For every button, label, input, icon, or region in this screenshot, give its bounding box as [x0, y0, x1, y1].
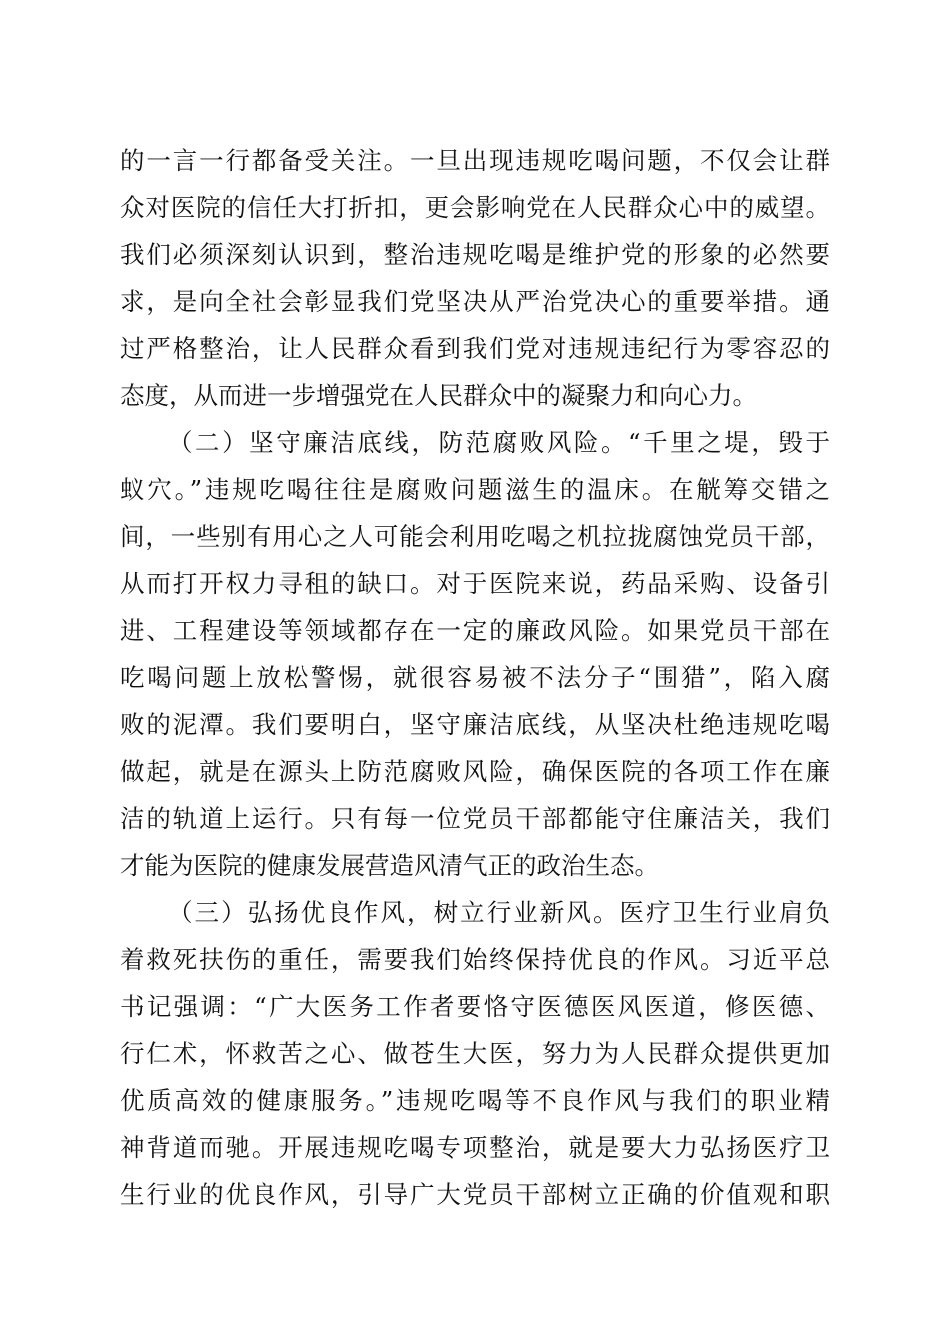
- body-text-line: 过严格整治，让人民群众看到我们党对违规违纪行为零容忍的: [120, 334, 830, 363]
- body-text-line: 才能为医院的健康发展营造风清气正的政治生态。: [120, 851, 659, 880]
- body-text-line: 生行业的优良作风，引导广大党员干部树立正确的价值观和职: [120, 1180, 830, 1209]
- body-text-line: 态度，从而进一步增强党在人民群众中的凝聚力和向心力。: [120, 381, 757, 410]
- body-text-line: 吃喝问题上放松警惕，就很容易被不法分子“围猎”，陷入腐: [120, 663, 830, 692]
- body-text-line: 做起，就是在源头上防范腐败风险，确保医院的各项工作在廉: [120, 757, 830, 786]
- body-text-line: 众对医院的信任大打折扣，更会影响党在人民群众心中的威望。: [120, 193, 830, 222]
- body-text-line: 从而打开权力寻租的缺口。对于医院来说，药品采购、设备引: [120, 569, 830, 598]
- body-text-line: 书记强调：“广大医务工作者要恪守医德医风医道，修医德、: [120, 992, 830, 1021]
- body-text-line: 着救死扶伤的重任，需要我们始终保持优良的作风。习近平总: [120, 945, 830, 974]
- body-text-line: 求，是向全社会彰显我们党坚决从严治党决心的重要举措。通: [120, 287, 830, 316]
- body-text-line: 的一言一行都备受关注。一旦出现违规吃喝问题，不仅会让群: [120, 146, 830, 175]
- section-heading-line: （二）坚守廉洁底线，防范腐败风险。“千里之堤，毁于: [168, 428, 830, 457]
- body-text-line: 优质高效的健康服务。”违规吃喝等不良作风与我们的职业精: [120, 1086, 830, 1115]
- body-text-line: 败的泥潭。我们要明白，坚守廉洁底线，从坚决杜绝违规吃喝: [120, 710, 830, 739]
- body-text-line: 行仁术，怀救苦之心、做苍生大医，努力为人民群众提供更加: [120, 1039, 830, 1068]
- body-text-line: 蚁穴。”违规吃喝往往是腐败问题滋生的温床。在觥筹交错之: [120, 475, 830, 504]
- body-text-line: 神背道而驰。开展违规吃喝专项整治，就是要大力弘扬医疗卫: [120, 1133, 830, 1162]
- section-heading-line: （三）弘扬优良作风，树立行业新风。医疗卫生行业肩负: [168, 898, 830, 927]
- body-text-line: 洁的轨道上运行。只有每一位党员干部都能守住廉洁关，我们: [120, 804, 830, 833]
- body-text-line: 间，一些别有用心之人可能会利用吃喝之机拉拢腐蚀党员干部，: [120, 522, 830, 551]
- body-text-line: 进、工程建设等领域都存在一定的廉政风险。如果党员干部在: [120, 616, 830, 645]
- body-text-line: 我们必须深刻认识到，整治违规吃喝是维护党的形象的必然要: [120, 240, 830, 269]
